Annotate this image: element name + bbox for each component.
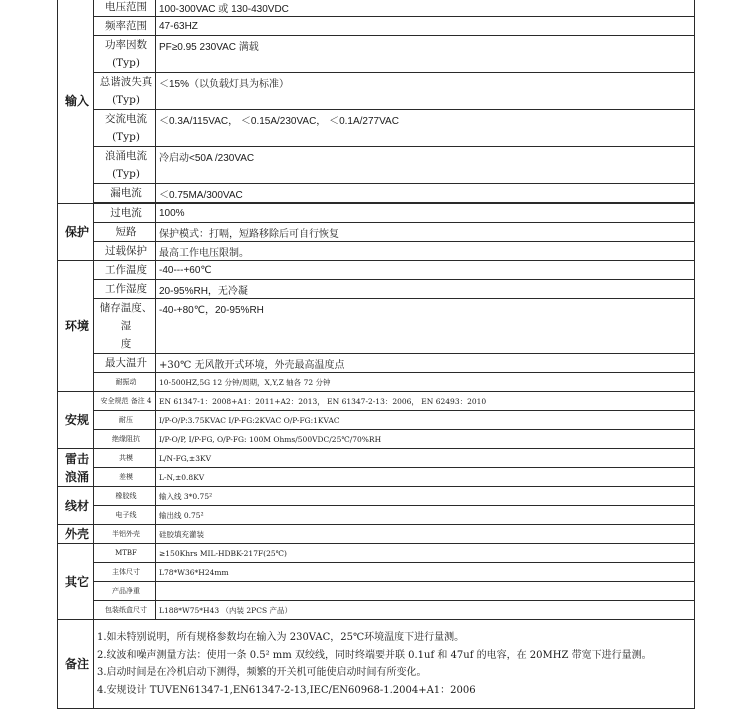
table-row: [58, 544, 695, 563]
common-mode-label: 共模: [94, 449, 156, 468]
short-circuit-label: 短路: [94, 223, 156, 242]
withstand-value: I/P-O/P:3.75KVAC I/P-FG:2KVAC O/P-FG:1KVAC: [156, 411, 695, 430]
section-safety: 安规: [58, 392, 94, 449]
table-row: [58, 430, 695, 449]
note-line: 2.纹波和噪声测量方法：使用一条 0.5² mm 双绞线，同时终端要并联 0.1uf 和 47uf 的电容，在 20MHZ 带宽下进行量测。: [97, 649, 652, 661]
inrush-current-label: 浪涌电流 (Typ): [94, 147, 156, 184]
table-row: [58, 411, 695, 430]
table-row: [58, 354, 695, 373]
aluminum-case-value: 硅胶填充灌装: [156, 525, 695, 544]
package-label: 包装纸盒尺寸: [94, 601, 156, 620]
overload-value: 最高工作电压限制。: [156, 242, 695, 261]
diff-mode-label: 差模: [94, 468, 156, 487]
thd-label: 总谐波失真 (Typ): [94, 73, 156, 110]
storage-value: -40-+80℃，20-95%RH: [156, 299, 695, 354]
voltage-range-value: 100-300VAC 或 130-430VDC: [156, 0, 695, 17]
rubber-wire-label: 橡胶线: [94, 487, 156, 506]
vibration-value: 10-500HZ,5G 12 分钟/周期，X,Y,Z 轴各 72 分钟: [156, 373, 695, 392]
safety-standards-label: 安全规范 备注 4: [94, 392, 156, 411]
working-temp-value: -40---+60℃: [156, 261, 695, 280]
section-case: 外壳: [58, 525, 94, 544]
common-mode-value: L/N-FG,±3KV: [156, 449, 695, 468]
table-row: [58, 36, 695, 73]
table-row: [58, 525, 695, 544]
table-row: [58, 261, 695, 280]
power-factor-value: PF≥0.95 230VAC 满载: [156, 36, 695, 73]
spec-table: [57, 0, 695, 709]
table-row: [58, 449, 695, 468]
working-humidity-value: 20-95%RH，无冷凝: [156, 280, 695, 299]
max-temp-rise-label: 最大温升: [94, 354, 156, 373]
table-row: [58, 184, 695, 203]
table-row: [58, 73, 695, 110]
isolation-value: I/P-O/P, I/P-FG, O/P-FG: 100M Ohms/500VDC/25℃/70%RH: [156, 430, 695, 449]
storage-label: 储存温度、湿 度: [94, 299, 156, 354]
table-row: [58, 620, 695, 709]
table-row: [58, 147, 695, 184]
table-row: [58, 468, 695, 487]
diff-mode-value: L-N,±0.8KV: [156, 468, 695, 487]
electronic-wire-value: 输出线 0.75²: [156, 506, 695, 525]
vibration-label: 耐振动: [94, 373, 156, 392]
package-value: L188*W75*H43 （内装 2PCS 产品）: [156, 601, 695, 620]
aluminum-case-label: 半铝外壳: [94, 525, 156, 544]
section-protection: 保护: [58, 204, 94, 261]
note-line: 4.安规设计 TUVEN61347-1,EN61347-2-13,IEC/EN60968-1.2004+A1：2006: [97, 684, 476, 696]
overcurrent-value: 100%: [156, 204, 695, 223]
dimensions-value: L78*W36*H24mm: [156, 563, 695, 582]
working-humidity-label: 工作湿度: [94, 280, 156, 299]
section-wire: 线材: [58, 487, 94, 525]
table-row: [58, 204, 695, 223]
power-factor-label: 功率因数 (Typ): [94, 36, 156, 73]
table-row: [58, 110, 695, 147]
short-circuit-value: 保护模式：打嗝，短路移除后可自行恢复: [156, 223, 695, 242]
table-row: [58, 223, 695, 242]
note-line: 3.启动时间是在冷机启动下测得，频繁的开关机可能使启动时间有所变化。: [97, 667, 427, 678]
table-row: [58, 280, 695, 299]
table-row: [58, 373, 695, 392]
section-input: 输入: [58, 0, 94, 204]
note-line: 1.如未特别说明，所有规格参数均在输入为 230VAC，25℃环境温度下进行量测。: [97, 632, 465, 643]
section-surge: 雷击 浪涌: [58, 449, 94, 487]
table-row: [58, 487, 695, 506]
max-temp-rise-value: +30℃ 无风散开式环境，外壳最高温度点: [156, 354, 695, 373]
leakage-current-value: ＜0.75MA/300VAC: [156, 184, 695, 203]
voltage-range-label: 电压范围: [94, 0, 156, 17]
electronic-wire-label: 电子线: [94, 506, 156, 525]
rubber-wire-value: 输入线 3*0.75²: [156, 487, 695, 506]
section-other: 其它: [58, 544, 94, 620]
table-row: [58, 582, 695, 601]
isolation-label: 绝缘阻抗: [94, 430, 156, 449]
overcurrent-label: 过电流: [94, 204, 156, 223]
section-notes: 备注: [58, 620, 94, 709]
table-row: [58, 17, 695, 36]
safety-standards-value: EN 61347-1：2008+A1：2011+A2：2013， EN 61347-2-13：2006， EN 62493：2010: [156, 392, 695, 411]
mtbf-value: ≥150Khrs MIL-HDBK-217F(25℃): [156, 544, 695, 563]
mtbf-label: MTBF: [94, 544, 156, 563]
table-row: [58, 299, 695, 354]
leakage-current-label: 漏电流: [94, 184, 156, 203]
table-row: [58, 242, 695, 261]
inrush-current-value: 冷启动<50A /230VAC: [156, 147, 695, 184]
withstand-label: 耐压: [94, 411, 156, 430]
table-row: [58, 0, 695, 17]
table-row: [58, 392, 695, 411]
working-temp-label: 工作温度: [94, 261, 156, 280]
net-weight-value: [156, 582, 695, 601]
ac-current-label: 交流电流 (Typ): [94, 110, 156, 147]
thd-value: ＜15%（以负载灯具为标准）: [156, 73, 695, 110]
table-row: [58, 601, 695, 620]
overload-label: 过载保护: [94, 242, 156, 261]
section-environment: 环境: [58, 261, 94, 392]
ac-current-value: ＜0.3A/115VAC， ＜0.15A/230VAC， ＜0.1A/277VAC: [156, 110, 695, 147]
dimensions-label: 主体尺寸: [94, 563, 156, 582]
table-row: [58, 506, 695, 525]
notes-cell: [94, 620, 695, 709]
frequency-range-label: 频率范围: [94, 17, 156, 36]
table-row: [58, 563, 695, 582]
net-weight-label: 产品净重: [94, 582, 156, 601]
frequency-range-value: 47-63HZ: [156, 17, 695, 36]
